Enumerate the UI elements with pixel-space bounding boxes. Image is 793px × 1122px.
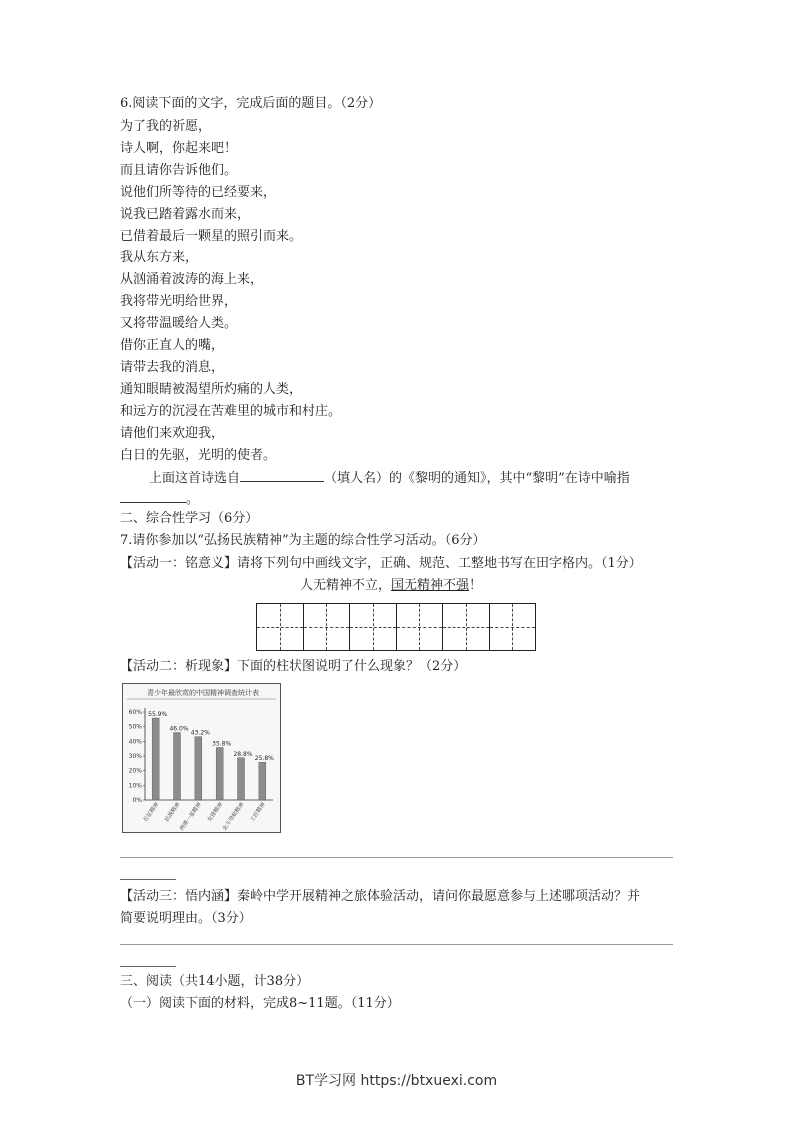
grid-cell[interactable] (304, 604, 351, 650)
category-label: 长征精神 (142, 801, 161, 824)
bar (216, 747, 223, 800)
answer-blank-author[interactable] (240, 468, 324, 482)
activity1-text: 【活动一：铭意义】请将下列句中画线文字，正确、规范、工整地书写在田字格内。（1分） (120, 556, 642, 571)
motto-sentence: 人无精神不立，国无精神不强！ (300, 578, 483, 593)
bar-value-label: 55.9% (148, 711, 168, 719)
y-tick-label: 10% (128, 782, 142, 790)
poem-line: 我从东方来， (120, 250, 199, 266)
section2-title: 二、综合性学习（6分） (120, 511, 259, 526)
tianzige-grid[interactable] (256, 603, 536, 651)
bar-value-label: 35.8% (212, 740, 232, 748)
activity3-text-cont: 简要说明理由。（3分） (120, 911, 252, 926)
activity3-text: 【活动三：悟内涵】秦岭中学开展精神之旅体验活动，请问你最愿意参与上述哪项活动？并 (120, 889, 641, 904)
bar (238, 758, 245, 800)
section3-sub1: （一）阅读下面的材料，完成8~11题。（11分） (120, 996, 400, 1011)
poem-line: 诗人啊，你起来吧！ (120, 140, 238, 156)
bar-value-label: 25.8% (254, 755, 274, 763)
q6-question: 上面这首诗选自 （填人名）的《黎明的通知》，其中“黎明”在诗中喻指 (149, 468, 630, 488)
bar (195, 737, 202, 800)
category-label: 两弹一星精神 (179, 801, 203, 832)
bar-value-label: 46.0% (169, 725, 189, 733)
category-label: 女排精神 (206, 801, 225, 824)
poem-line: 白日的先驱，光明的使者。 (120, 447, 277, 463)
bar-chart (122, 683, 281, 833)
category-label: 工匠精神 (249, 801, 267, 824)
poem-line: 从汹涌着波涛的海上来， (120, 272, 264, 288)
bar (174, 733, 181, 800)
poem-line: 又将带温暖给人类。 (120, 316, 238, 332)
y-tick-label: 60% (128, 709, 142, 716)
grid-cell[interactable] (350, 604, 397, 650)
y-tick-label: 40% (128, 738, 142, 746)
y-tick-label: 20% (128, 767, 142, 775)
y-tick-label: 0% (132, 797, 142, 804)
poem-line: 已借着最后一颗星的照引而来。 (120, 228, 303, 244)
footer-watermark: BT学习网 https://btxuexi.com (295, 1073, 498, 1089)
y-tick-label: 30% (128, 753, 142, 760)
poem-line: 请带去我的消息， (120, 359, 225, 375)
answer-blank-metaphor[interactable] (120, 489, 186, 503)
category-label: 北斗导航精神 (221, 801, 246, 832)
grid-cell[interactable] (490, 604, 536, 650)
y-tick-label: 50% (128, 723, 142, 731)
category-label: 抗战精神 (164, 801, 182, 824)
q6-header: 6.阅读下面的文字，完成后面的题目。（2分） (120, 96, 382, 111)
poem-line: 为了我的祈愿， (120, 119, 212, 134)
section3-title: 三、阅读（共14小题，计38分） (120, 974, 310, 989)
bar-chart-svg (123, 684, 280, 832)
grid-cell[interactable] (257, 604, 304, 650)
bar-value-label: 43.2% (190, 729, 210, 737)
poem-line: 请他们来欢迎我， (120, 425, 225, 441)
answer-line[interactable] (120, 857, 673, 858)
divider (120, 879, 176, 880)
poem-line: 而且请你告诉他们。 (120, 162, 238, 178)
activity2-text: 【活动二：析现象】下面的柱状图说明了什么现象？（2分） (120, 659, 467, 674)
poem-line: 通知眼睛被渴望所灼痛的人类， (120, 381, 303, 397)
answer-line[interactable] (120, 944, 673, 945)
poem-line: 说我已踏着露水而来， (120, 206, 251, 222)
poem-line: 我将带光明给世界， (120, 294, 238, 310)
divider (120, 966, 176, 967)
poem-line: 和远方的沉浸在苦难里的城市和村庄。 (120, 403, 342, 419)
bar (152, 718, 159, 800)
underlined-phrase: 国无精神不强 (391, 578, 470, 593)
bar (259, 762, 266, 800)
q7-text: 7.请你参加以“弘扬民族精神”为主题的综合性学习活动。（6分） (120, 533, 486, 548)
chart-title: 青少年最欣赏的中国精神调查统计表 (147, 689, 259, 697)
poem-line: 借你正直人的嘴， (120, 338, 225, 353)
grid-cell[interactable] (397, 604, 444, 650)
grid-cell[interactable] (443, 604, 490, 650)
poem-line: 说他们所等待的已经要来， (120, 184, 277, 200)
bar-value-label: 28.8% (233, 750, 253, 758)
q6-question-cont: 。 (120, 489, 199, 509)
